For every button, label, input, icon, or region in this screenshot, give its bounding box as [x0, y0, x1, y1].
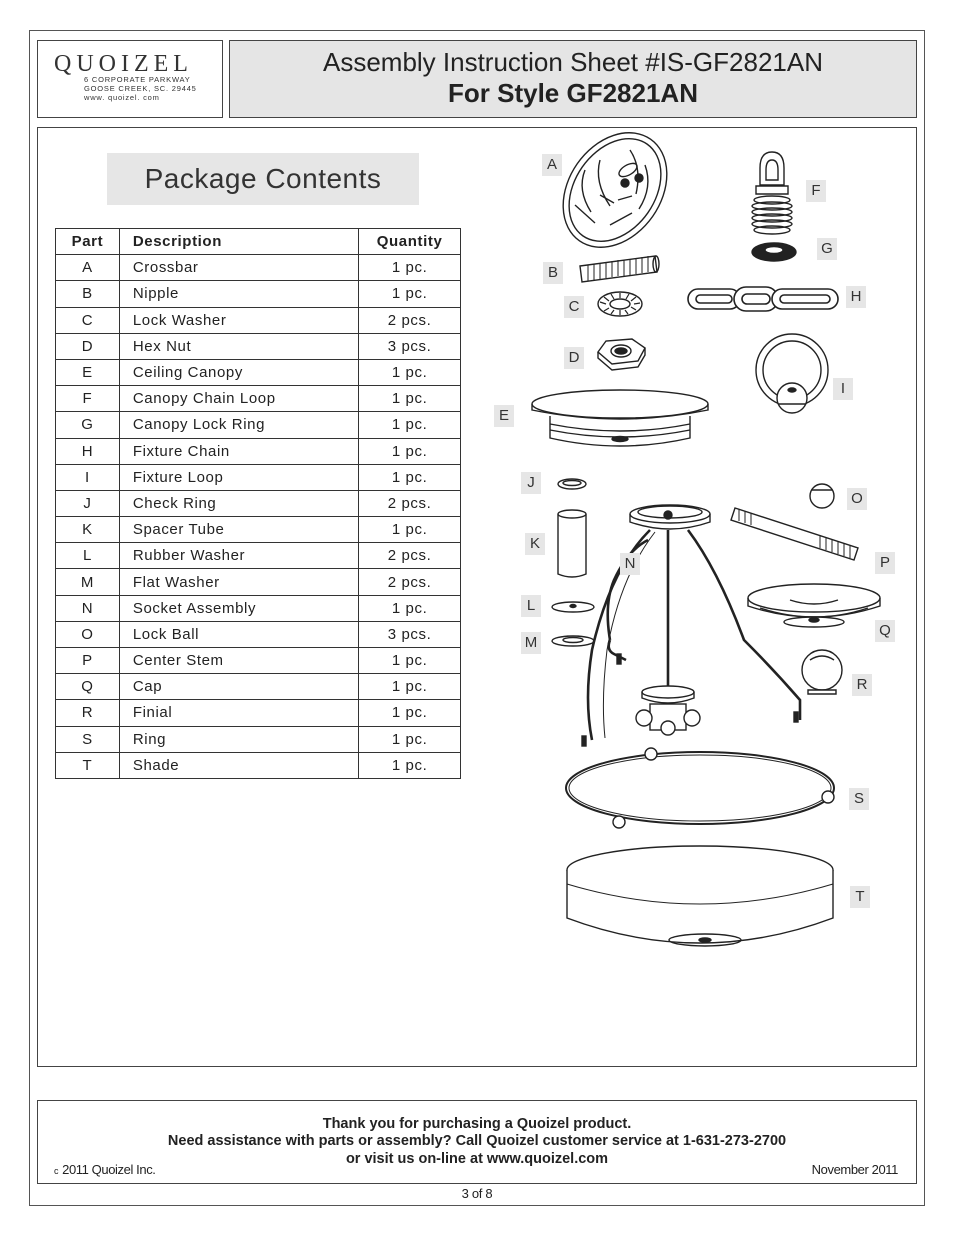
part-cell: B: [56, 281, 120, 307]
quantity-cell: 1 pc.: [359, 595, 461, 621]
description-cell: Flat Washer: [119, 569, 358, 595]
quantity-cell: 1 pc.: [359, 412, 461, 438]
company-website: www. quoizel. com: [84, 93, 160, 102]
part-cell: I: [56, 464, 120, 490]
quantity-cell: 1 pc.: [359, 726, 461, 752]
description-cell: Fixture Chain: [119, 438, 358, 464]
description-cell: Hex Nut: [119, 333, 358, 359]
company-logo: QUOIZEL: [54, 51, 193, 77]
part-cell: F: [56, 386, 120, 412]
lock-ball-drawing: [810, 484, 834, 508]
description-cell: Spacer Tube: [119, 517, 358, 543]
finial-drawing: [802, 650, 842, 694]
description-cell: Crossbar: [119, 255, 358, 281]
quantity-cell: 3 pcs.: [359, 621, 461, 647]
document-title: Assembly Instruction Sheet #IS-GF2821AN: [322, 47, 823, 77]
part-cell: K: [56, 517, 120, 543]
part-cell: M: [56, 569, 120, 595]
description-cell: Ring: [119, 726, 358, 752]
check-ring-drawing: [558, 479, 586, 489]
nipple-drawing: [580, 256, 659, 282]
socket-assembly-drawing: [582, 505, 800, 746]
label-k: K: [525, 533, 545, 555]
description-cell: Lock Ball: [119, 621, 358, 647]
description-cell: Ceiling Canopy: [119, 359, 358, 385]
label-q: Q: [875, 620, 895, 642]
quantity-cell: 1 pc.: [359, 386, 461, 412]
thank-you-line: Thank you for purchasing a Quoizel product.: [322, 1116, 632, 1132]
description-cell: Fixture Loop: [119, 464, 358, 490]
fixture-loop-drawing: [756, 334, 828, 413]
part-cell: A: [56, 255, 120, 281]
label-p: P: [875, 552, 895, 574]
part-cell: T: [56, 752, 120, 778]
description-cell: Rubber Washer: [119, 543, 358, 569]
part-cell: R: [56, 700, 120, 726]
package-contents-heading: Package Contents: [107, 153, 419, 205]
quantity-cell: 1 pc.: [359, 464, 461, 490]
flat-washer-drawing: [552, 636, 594, 646]
quantity-cell: 1 pc.: [359, 359, 461, 385]
quantity-cell: 1 pc.: [359, 255, 461, 281]
description-cell: Socket Assembly: [119, 595, 358, 621]
quantity-cell: 2 pcs.: [359, 490, 461, 516]
label-l: L: [521, 595, 541, 617]
canopy-chain-loop-drawing: [752, 152, 792, 234]
copyright: [54, 1162, 156, 1177]
label-g: G: [817, 238, 837, 260]
part-cell: Q: [56, 674, 120, 700]
quantity-cell: 2 pcs.: [359, 543, 461, 569]
cap-drawing: [748, 584, 880, 627]
rubber-washer-drawing: [552, 602, 594, 612]
description-cell: Canopy Chain Loop: [119, 386, 358, 412]
label-t: T: [850, 886, 870, 908]
part-cell: D: [56, 333, 120, 359]
label-c: C: [564, 296, 584, 318]
label-m: M: [521, 632, 541, 654]
fixture-chain-drawing: [688, 287, 838, 311]
part-cell: E: [56, 359, 120, 385]
part-cell: O: [56, 621, 120, 647]
label-s: S: [849, 788, 869, 810]
quantity-cell: 1 pc.: [359, 517, 461, 543]
spacer-tube-drawing: [558, 510, 586, 577]
part-cell: C: [56, 307, 120, 333]
part-cell: G: [56, 412, 120, 438]
quantity-cell: 1 pc.: [359, 674, 461, 700]
quantity-cell: 1 pc.: [359, 700, 461, 726]
part-cell: P: [56, 648, 120, 674]
address-line-1: 6 CORPORATE PARKWAY: [84, 75, 191, 84]
quantity-cell: 1 pc.: [359, 438, 461, 464]
label-b: B: [543, 262, 563, 284]
quantity-cell: 3 pcs.: [359, 333, 461, 359]
part-cell: J: [56, 490, 120, 516]
label-a: A: [542, 154, 562, 176]
part-cell: S: [56, 726, 120, 752]
description-cell: Shade: [119, 752, 358, 778]
website-line: or visit us on-line at www.quoizel.com: [345, 1151, 609, 1167]
quantity-cell: 2 pcs.: [359, 307, 461, 333]
copyright-symbol: c: [54, 1166, 59, 1176]
label-r: R: [852, 674, 872, 696]
address-line-2: GOOSE CREEK, SC. 29445: [84, 84, 197, 93]
shade-drawing: [567, 846, 833, 946]
customer-service-line: Need assistance with parts or assembly? Call Quoizel customer service at 1-631-273-2700: [167, 1133, 787, 1149]
ceiling-canopy-drawing: [532, 390, 708, 446]
description-cell: Canopy Lock Ring: [119, 412, 358, 438]
label-o: O: [847, 488, 867, 510]
column-header-description: Description: [119, 229, 358, 255]
description-cell: Finial: [119, 700, 358, 726]
canopy-lock-ring-drawing: [752, 243, 796, 261]
quantity-cell: 2 pcs.: [359, 569, 461, 595]
ring-drawing: [566, 748, 834, 828]
label-f: F: [806, 180, 826, 202]
page-number: 3 of 8: [461, 1186, 493, 1201]
lock-washer-drawing: [598, 292, 642, 316]
footer-box: [37, 1100, 917, 1184]
description-cell: Cap: [119, 674, 358, 700]
style-subtitle: For Style GF2821AN: [448, 78, 698, 108]
document-date: November 2011: [811, 1162, 898, 1177]
label-j: J: [521, 472, 541, 494]
quantity-cell: 1 pc.: [359, 648, 461, 674]
column-header-part: Part: [56, 229, 120, 255]
description-cell: Nipple: [119, 281, 358, 307]
copyright-text: 2011 Quoizel Inc.: [62, 1162, 156, 1177]
quantity-cell: 1 pc.: [359, 752, 461, 778]
column-header-quantity: Quantity: [359, 229, 461, 255]
description-cell: Center Stem: [119, 648, 358, 674]
center-stem-drawing: [731, 508, 858, 560]
label-h: H: [846, 286, 866, 308]
label-i: I: [833, 378, 853, 400]
part-cell: H: [56, 438, 120, 464]
part-cell: L: [56, 543, 120, 569]
crossbar-drawing: [542, 113, 688, 267]
description-cell: Check Ring: [119, 490, 358, 516]
label-d: D: [564, 347, 584, 369]
hex-nut-drawing: [598, 339, 645, 370]
label-n: N: [620, 553, 640, 575]
description-cell: Lock Washer: [119, 307, 358, 333]
label-e: E: [494, 405, 514, 427]
part-cell: N: [56, 595, 120, 621]
quantity-cell: 1 pc.: [359, 281, 461, 307]
